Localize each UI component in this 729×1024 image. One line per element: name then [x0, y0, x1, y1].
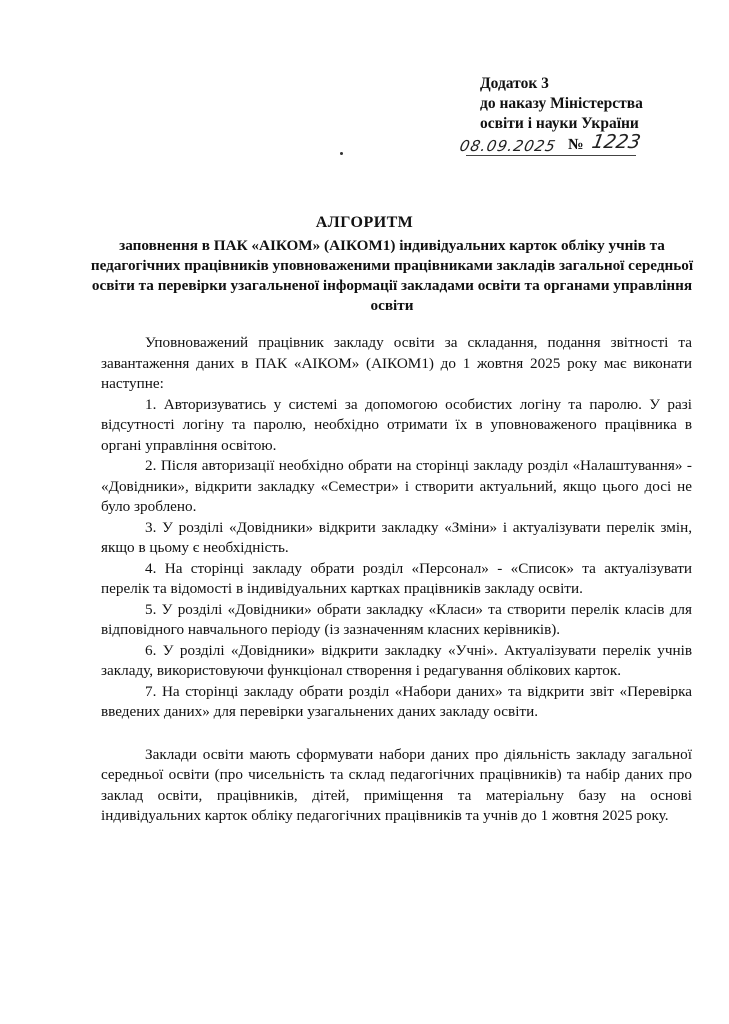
appendix-block	[458, 74, 643, 156]
document-body	[101, 333, 692, 827]
step-2: 2. Після авторизації необхідно обрати на сторінці закладу розділ «Налаштування» - «Довідники», відкрити закладку «Семестри» і створити актуальний, якщо цього досі не було зроблено.	[101, 457, 692, 515]
number-sign: №	[568, 136, 584, 153]
step-5: 5. У розділі «Довідники» обрати закладку «Класи» та створити перелік класів для відповідного навчального періоду (із зазначенням класних керівників).	[101, 600, 692, 638]
order-date-number	[458, 131, 643, 156]
closing-paragraph: Заклади освіти мають сформувати набори даних про діяльність закладу загальної середньої освіти (про чисельність та склад педагогічних працівників) та набір даних про заклад освіти, працівників, дітей, приміщення та матеріальну базу на основі індивідуальних карток обліку педагогічних працівників та учнів до 1 жовтня 2025 року.	[101, 745, 692, 824]
step-7: 7. На сторінці закладу обрати розділ «Набори даних» та відкрити звіт «Перевірка введених даних» для перевірки узагальнених даних закладу освіти.	[101, 682, 692, 720]
appendix-ministry-line: освіти і науки України	[480, 115, 639, 132]
step-3: 3. У розділі «Довідники» відкрити закладку «Зміни» і актуалізувати перелік змін, якщо в цьому є необхідність.	[101, 518, 692, 556]
scan-speck	[340, 152, 343, 155]
handwritten-date: 08.09.2025	[458, 137, 558, 155]
document-subtitle: заповнення в ПАК «АІКОМ» (АІКОМ1) індивідуальних карток обліку учнів та педагогічних працівників уповноваженими працівниками закладів загальної середньої освіти та перевірки узагальненої інформації закладами освіти та органами управління освіти	[90, 237, 694, 314]
underline	[466, 155, 636, 156]
appendix-title: Додаток 3	[480, 75, 549, 92]
intro-paragraph: Уповноважений працівник закладу освіти за складання, подання звітності та завантаження даних в ПАК «АІКОМ» (АІКОМ1) до 1 жовтня 2025 року має виконати наступне:	[101, 334, 692, 392]
step-1: 1. Авторизуватись у системі за допомогою особистих логіну та паролю. У разі відсутності логіну та паролю, необхідно отримати їх в уповноваженого працівника в органі управління освітою.	[101, 395, 692, 454]
step-6: 6. У розділі «Довідники» відкрити закладку «Учні». Актуалізувати перелік учнів закладу, використовуючи функціонал створення і редагування облікових карток.	[101, 641, 692, 679]
document-title: АЛГОРИТМ	[315, 214, 414, 231]
handwritten-number: 1223	[590, 131, 643, 153]
step-4: 4. На сторінці закладу обрати розділ «Персонал» - «Список» та актуалізувати перелік та відомості в індивідуальних картках працівників закладу освіти.	[101, 559, 692, 597]
appendix-order-line: до наказу Міністерства	[480, 95, 643, 112]
